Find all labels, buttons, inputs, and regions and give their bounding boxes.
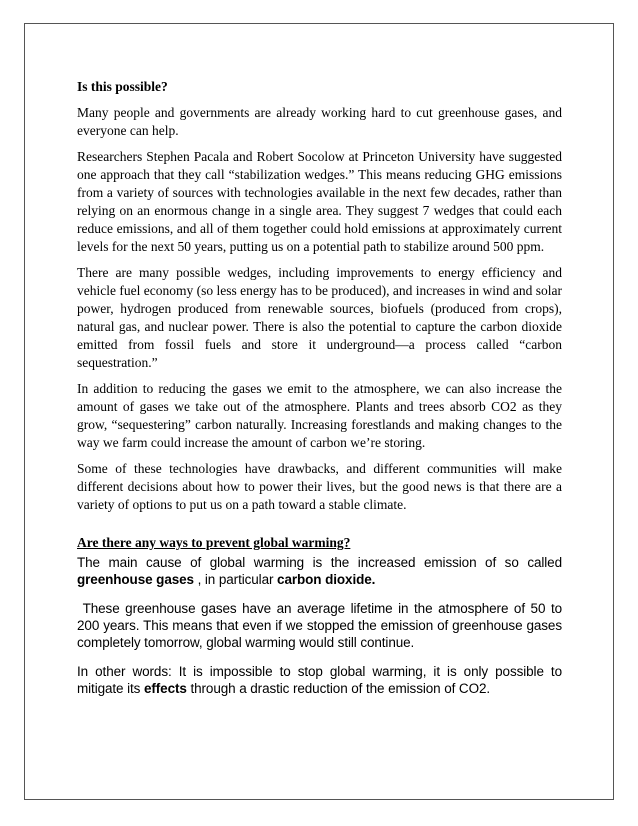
paragraph bbox=[77, 554, 562, 588]
bold-term-effects: effects bbox=[143, 681, 187, 696]
text-run: , in particular bbox=[193, 572, 278, 587]
paragraph: These greenhouse gases have an average lifetime in the atmosphere of 50 to 200 years. This means that even if we stopped the emission of greenhouse gases completely tomorrow, global warming would still continue. bbox=[77, 601, 566, 650]
paragraph: In addition to reducing the gases we emit to the atmosphere, we can also increase the amount of gases we take out of the atmosphere. Plants and trees absorb CO2 as they grow, “sequestering” carbon naturally. Increasing forestlands and making changes to the way we farm could increase the amount of carbon we’re storing. bbox=[77, 381, 562, 450]
bold-term-carbon-dioxide: carbon dioxide. bbox=[277, 572, 376, 587]
bold-term-greenhouse-gases: greenhouse gases bbox=[77, 572, 194, 587]
text-run: through a drastic reduction of the emission of CO2. bbox=[186, 681, 491, 696]
paragraph: Researchers Stephen Pacala and Robert Socolow at Princeton University have suggested one approach that they call “stabilization wedges.” This means reducing GHG emissions from a variety of sources with technologies available in the next few decades, rather than relying on an enormous change in a single area. They suggest 7 wedges that could each reduce emissions, and all of them together could hold emissions at approximately current levels for the next 50 years, putting us on a potential path to stabilize around 500 ppm. bbox=[77, 149, 562, 254]
section-heading-is-this-possible: Is this possible? bbox=[77, 79, 168, 94]
paragraph bbox=[77, 663, 562, 697]
section-heading-prevent-global-warming: Are there any ways to prevent global warming? bbox=[77, 535, 351, 550]
document-body bbox=[77, 78, 566, 709]
text-run: In other words: It is impossible to stop global warming, it is only possible to mitigate its bbox=[77, 664, 562, 696]
paragraph: Many people and governments are already working hard to cut greenhouse gases, and everyone can help. bbox=[77, 105, 562, 138]
paragraph: There are many possible wedges, including improvements to energy efficiency and vehicle fuel economy (so less energy has to be produced), and increases in wind and solar power, hydrogen produced from renewable sources, biofuels (produced from crops), natural gas, and nuclear power. There is also the potential to capture the carbon dioxide emitted from fossil fuels and store it underground—a process called “carbon sequestration.” bbox=[77, 265, 562, 370]
paragraph: Some of these technologies have drawbacks, and different communities will make different decisions about how to power their lives, but the good news is that there are a variety of options to put us on a path toward a stable climate. bbox=[77, 461, 562, 512]
text-run: The main cause of global warming is the increased emission of so called bbox=[77, 555, 562, 570]
